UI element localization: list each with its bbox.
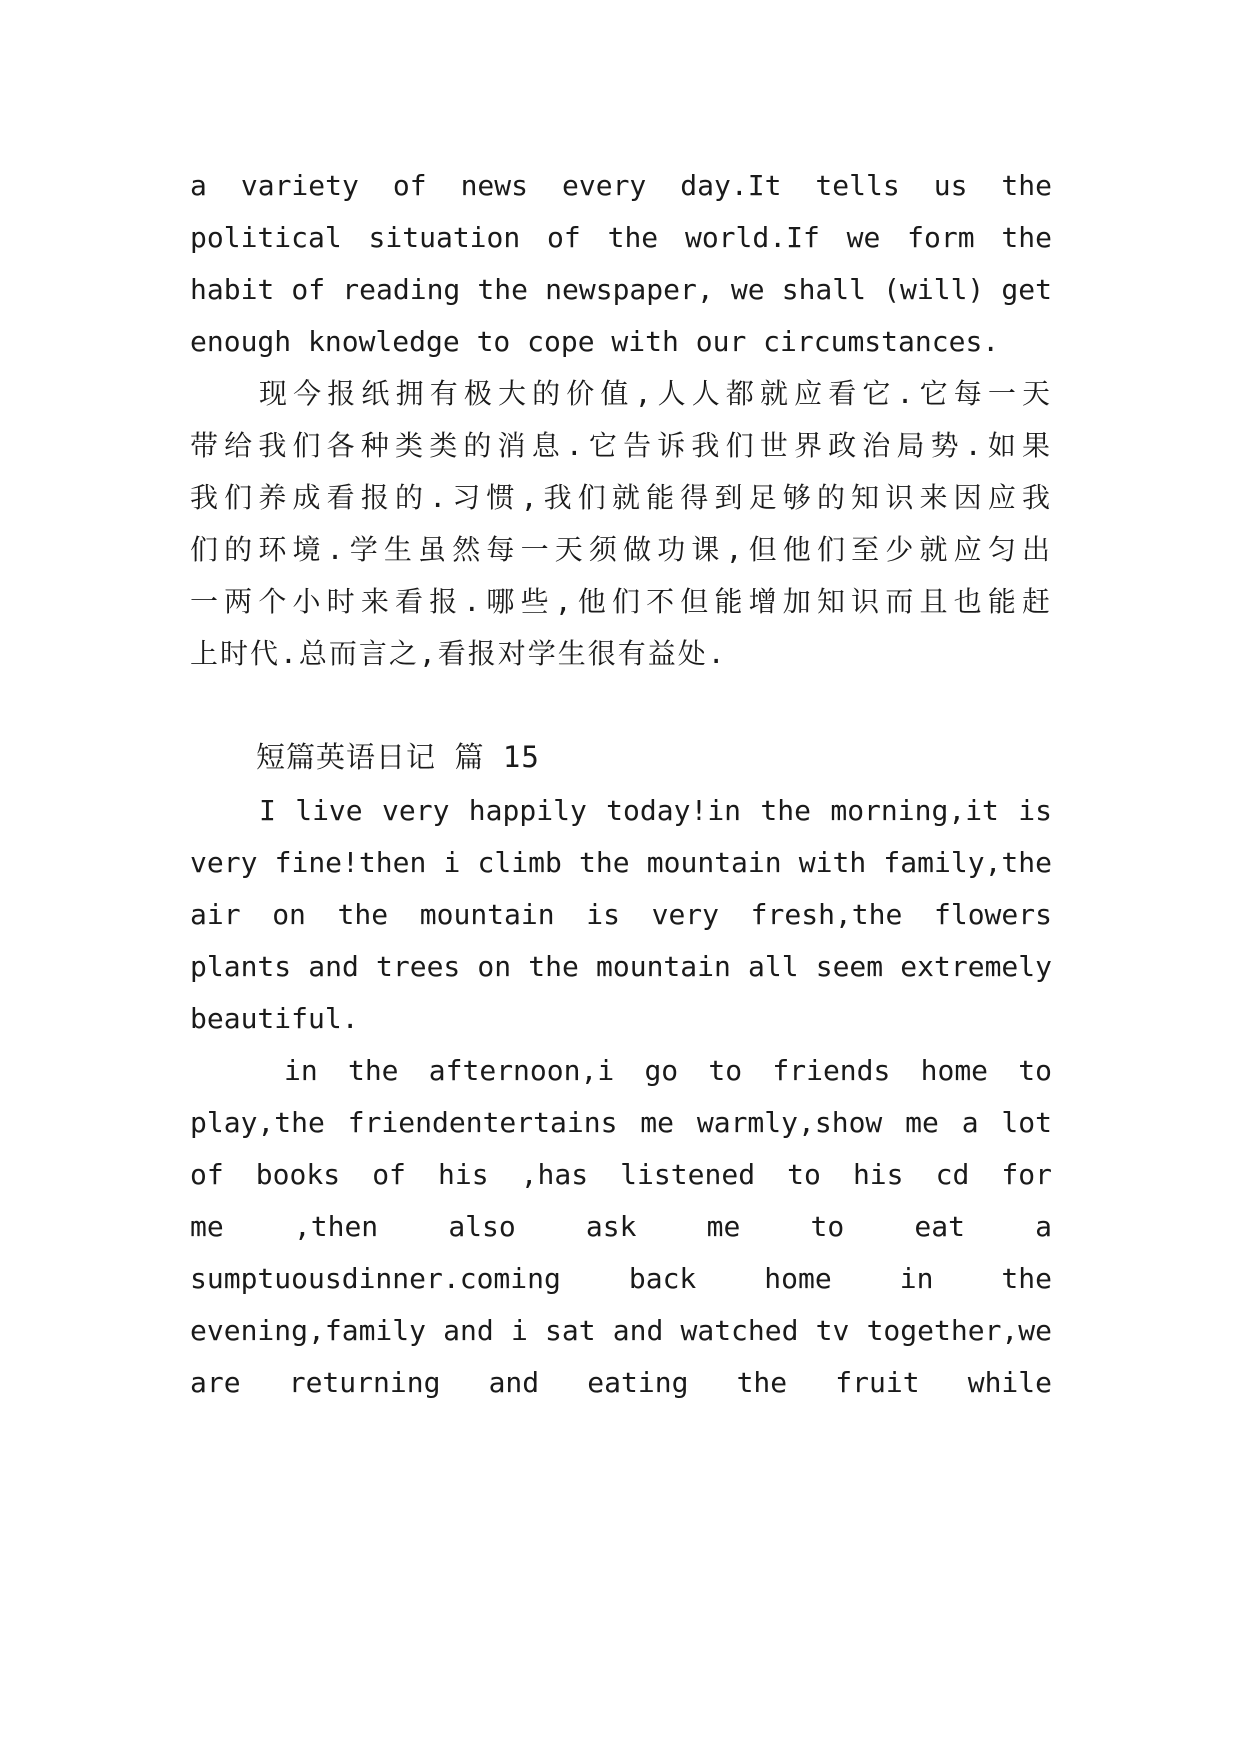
text-line: are returning and eating the fruit while <box>190 1366 1052 1399</box>
text-line: very fine!then i climb the mountain with family,the <box>190 846 1052 879</box>
text-line: plants and trees on the mountain all seem extremely <box>190 950 1052 983</box>
text-line: 一两个小时来看报.哪些,他们不但能增加知识而且也能赶 <box>190 585 1052 618</box>
text-line: beautiful. <box>190 1002 359 1035</box>
text-line: air on the mountain is very fresh,the flowers <box>190 898 1052 931</box>
text-line: 现今报纸拥有极大的价值,人人都就应看它.它每一天 <box>259 377 1052 410</box>
text-line: play,the friendentertains me warmly,show me a lot <box>190 1106 1052 1139</box>
text-line: sumptuousdinner.coming back home in the <box>190 1262 1052 1295</box>
text-line: enough knowledge to cope with our circumstances. <box>190 325 1000 358</box>
section-heading: 短篇英语日记 篇 15 <box>256 740 540 774</box>
text-line: political situation of the world.If we form the <box>190 221 1052 254</box>
text-line: I live very happily today!in the morning,it is <box>259 794 1052 827</box>
text-line: of books of his ,has listened to his cd for <box>190 1158 1052 1191</box>
text-line: habit of reading the newspaper, we shall (will) get <box>190 273 1052 306</box>
text-line: in the afternoon,i go to friends home to <box>284 1054 1052 1087</box>
text-line: evening,family and i sat and watched tv together,we <box>190 1314 1052 1347</box>
text-line: 们的环境.学生虽然每一天须做功课,但他们至少就应匀出 <box>190 533 1052 566</box>
text-line: 上时代.总而言之,看报对学生很有益处. <box>190 637 727 670</box>
text-line: 我们养成看报的.习惯,我们就能得到足够的知识来因应我 <box>190 481 1052 514</box>
text-line: 带给我们各种类类的消息.它告诉我们世界政治局势.如果 <box>190 429 1052 462</box>
text-line: me ,then also ask me to eat a <box>190 1210 1052 1243</box>
text-line: a variety of news every day.It tells us the <box>190 169 1052 202</box>
